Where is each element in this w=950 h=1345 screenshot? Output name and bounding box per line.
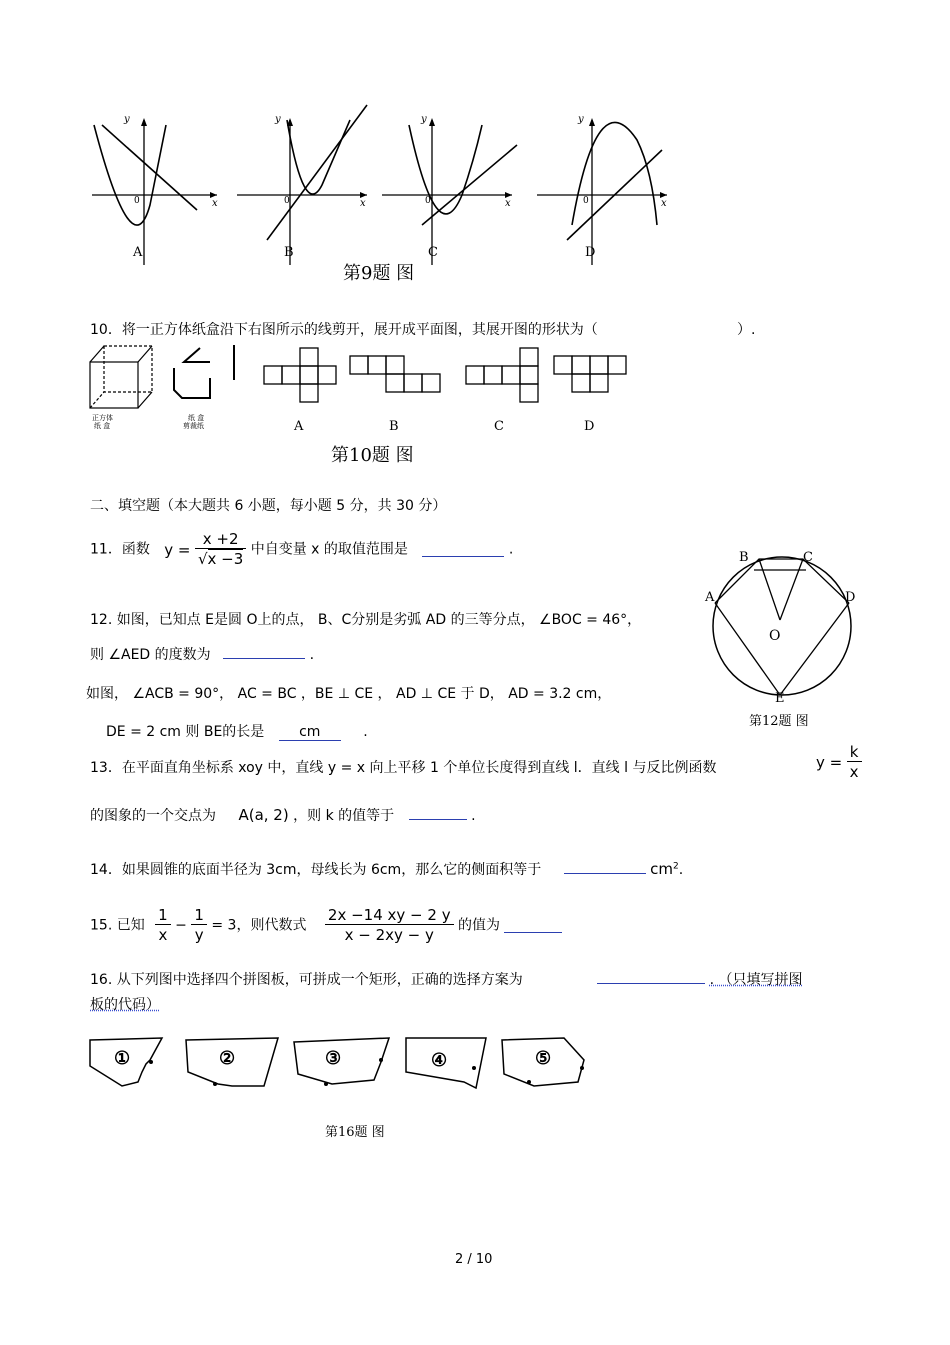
q12-line-2 (90, 644, 314, 664)
q15-big-num: 2x −14 xy − 2 y (325, 906, 454, 925)
q16-answer-blank[interactable] (597, 969, 705, 984)
q9-option-c: C (428, 245, 438, 260)
q13-answer-blank[interactable] (409, 805, 467, 820)
q16-line-1 (90, 969, 803, 989)
q12b-line-2 (106, 721, 368, 741)
q15-answer-blank[interactable] (504, 918, 562, 933)
q12b-line-2-prefix: DE = 2 cm 则 BE的长是 (106, 724, 265, 740)
q16-piece-3-label: ③ (325, 1048, 342, 1069)
q10-figures (82, 340, 642, 420)
q12-label-o: O (769, 628, 781, 644)
q16-piece-2-label: ② (219, 1048, 236, 1069)
q12-label-e: E (775, 691, 785, 706)
q10-cube-label-1: 正方体 (92, 414, 113, 422)
q16-line-1-text: 16. 从下列图中选择四个拼图板，可拼成一个矩形，正确的选择方案为 (90, 972, 523, 988)
q15-frac-1 (155, 906, 171, 945)
q16-piece-1-label: ① (114, 1048, 131, 1069)
q10-option-c: C (494, 419, 504, 434)
q16-pieces-figure (84, 1032, 604, 1092)
q12b-answer-blank[interactable] (279, 724, 341, 741)
q15-big-den: x − 2xy − y (344, 926, 434, 944)
q12-answer-blank[interactable] (223, 644, 305, 659)
q13-k-numerator: k (847, 743, 862, 762)
q15-suffix: 的值为 (458, 917, 501, 934)
q16-piece-3 (294, 1038, 389, 1084)
q10-cut-label-1: 纸 盒 (188, 414, 205, 422)
q9-a-origin-label: 0 (134, 196, 140, 206)
q9-c-y-label: y (421, 114, 427, 125)
q11-y-eq: y = (164, 540, 191, 559)
q12b-line-2-end: . (363, 724, 368, 740)
q9-b-x-label: x (360, 198, 366, 209)
q10-option-b: B (389, 419, 399, 434)
q13-line-1: 13．在平面直角坐标系 xoy 中，直线 y = x 向上平移 1 个单位长度得到直线 l．直线 l 与反比例函数 (90, 760, 717, 776)
q16-line-2: 板的代码） (90, 997, 160, 1013)
q9-graph-a (92, 118, 217, 265)
q11-numerator: x +2 (195, 530, 246, 549)
q14 (90, 859, 683, 879)
q12-line-1: 12. 如图，已知点 E是圆 O上的点， B、C分别是劣弧 AD 的三等分点， ∠BOC = 46°， (90, 612, 642, 628)
q13-point: A(a, 2) (238, 806, 289, 824)
q16-piece-5-label: ⑤ (535, 1048, 552, 1069)
q13-line-2 (90, 805, 476, 825)
q9-c-origin-label: 0 (425, 196, 431, 206)
section-2-heading: 二、填空题（本大题共 6 小题，每小题 5 分，共 30 分） (90, 498, 447, 514)
q16-caption: 第16题 图 (325, 1125, 385, 1140)
q12-caption: 第12题 图 (749, 714, 809, 729)
q11-denominator: x −3 (207, 550, 244, 568)
q10-net-c (466, 348, 538, 402)
q10-caption: 第10题 图 (331, 445, 414, 466)
q10-net-a (264, 348, 336, 402)
q15-frac-1-den: x (158, 926, 168, 944)
q9-c-x-label: x (505, 198, 511, 209)
q9-d-y-label: y (578, 114, 584, 125)
q14-unit: cm (650, 860, 673, 878)
q15-minus: − (175, 917, 187, 934)
q10-close: ）. (737, 322, 756, 338)
q11 (90, 530, 513, 569)
q12-line-2-end: . (309, 647, 315, 663)
q9-b-origin-label: 0 (284, 196, 290, 206)
q11-suffix: 中自变量 x 的取值范围是 (250, 541, 408, 558)
q10-cube (90, 346, 152, 408)
q9-graph-d (537, 118, 667, 265)
q10-cut-label-2: 剪裁纸 (183, 422, 204, 430)
q15-frac-1-num: 1 (155, 906, 171, 925)
q13-formula (816, 743, 862, 782)
q9-graph-c (382, 118, 517, 265)
q11-fraction (195, 530, 246, 569)
q10-option-d: D (584, 419, 595, 434)
q9-option-a: A (133, 245, 143, 260)
q13-line-2-mid: ，则 k 的值等于 (293, 808, 395, 824)
page-number: 2 / 10 (455, 1252, 493, 1267)
q10-cut-pattern (174, 345, 234, 398)
q9-graph-b (237, 105, 367, 265)
q13-y-eq: y = (816, 753, 843, 772)
q12-line-2-prefix: 则 ∠AED 的度数为 (90, 647, 211, 663)
q14-answer-blank[interactable] (564, 859, 646, 874)
q9-a-x-label: x (212, 198, 218, 209)
q16-line-1-end: . （只填写拼图 (709, 972, 803, 988)
q14-unit-sup: 2 (672, 861, 679, 872)
q10-option-a: A (294, 419, 304, 434)
q11-end: . (508, 541, 514, 558)
q9-d-x-label: x (661, 198, 667, 209)
q15-frac-2 (191, 906, 207, 945)
q14-end: . (678, 862, 684, 878)
q15-frac-2-num: 1 (191, 906, 207, 925)
q15-prefix: 15. 已知 (90, 917, 145, 934)
q16-piece-4-label: ④ (431, 1050, 448, 1071)
q12b-unit: cm (299, 724, 321, 740)
q9-a-y-label: y (124, 114, 130, 125)
q15-eq3: = 3，则代数式 (211, 917, 307, 934)
q11-denominator-wrap: √x −3 (197, 550, 244, 568)
q9-caption: 第9题 图 (343, 263, 415, 284)
q10-net-b (350, 356, 440, 392)
q10-net-d (554, 356, 626, 392)
q9-option-d: D (585, 245, 596, 260)
q12-label-d: D (845, 590, 856, 605)
q10-cube-label-2: 纸 盒 (94, 422, 111, 430)
q10-text: 10．将一正方体纸盒沿下右图所示的线剪开，展开成平面图，其展开图的形状为（ (90, 322, 598, 338)
q12b-line-1: 如图， ∠ACB = 90°， AC = BC ，BE ⊥ CE ， AD ⊥ CE 于 D， AD = 3.2 cm， (86, 686, 612, 702)
q12-label-c: C (803, 550, 813, 565)
q15 (90, 906, 562, 945)
q13-k-denominator: x (849, 763, 859, 781)
q13-line-2-end: . (471, 808, 476, 824)
q14-text: 14．如果圆锥的底面半径为 3cm，母线长为 6cm，那么它的侧面积等于 (90, 862, 542, 878)
q9-b-y-label: y (275, 114, 281, 125)
q12-label-a: A (705, 590, 715, 605)
q11-answer-blank[interactable] (422, 542, 504, 557)
q12-label-b: B (739, 550, 749, 565)
q11-prefix: 11．函数 (90, 541, 150, 558)
q9-option-b: B (284, 245, 294, 260)
q9-d-origin-label: 0 (583, 196, 589, 206)
q15-big-fraction (325, 906, 454, 945)
q13-line-2-prefix: 的图象的一个交点为 (90, 808, 216, 824)
q15-frac-2-den: y (194, 926, 204, 944)
q13-k-fraction (847, 743, 862, 782)
